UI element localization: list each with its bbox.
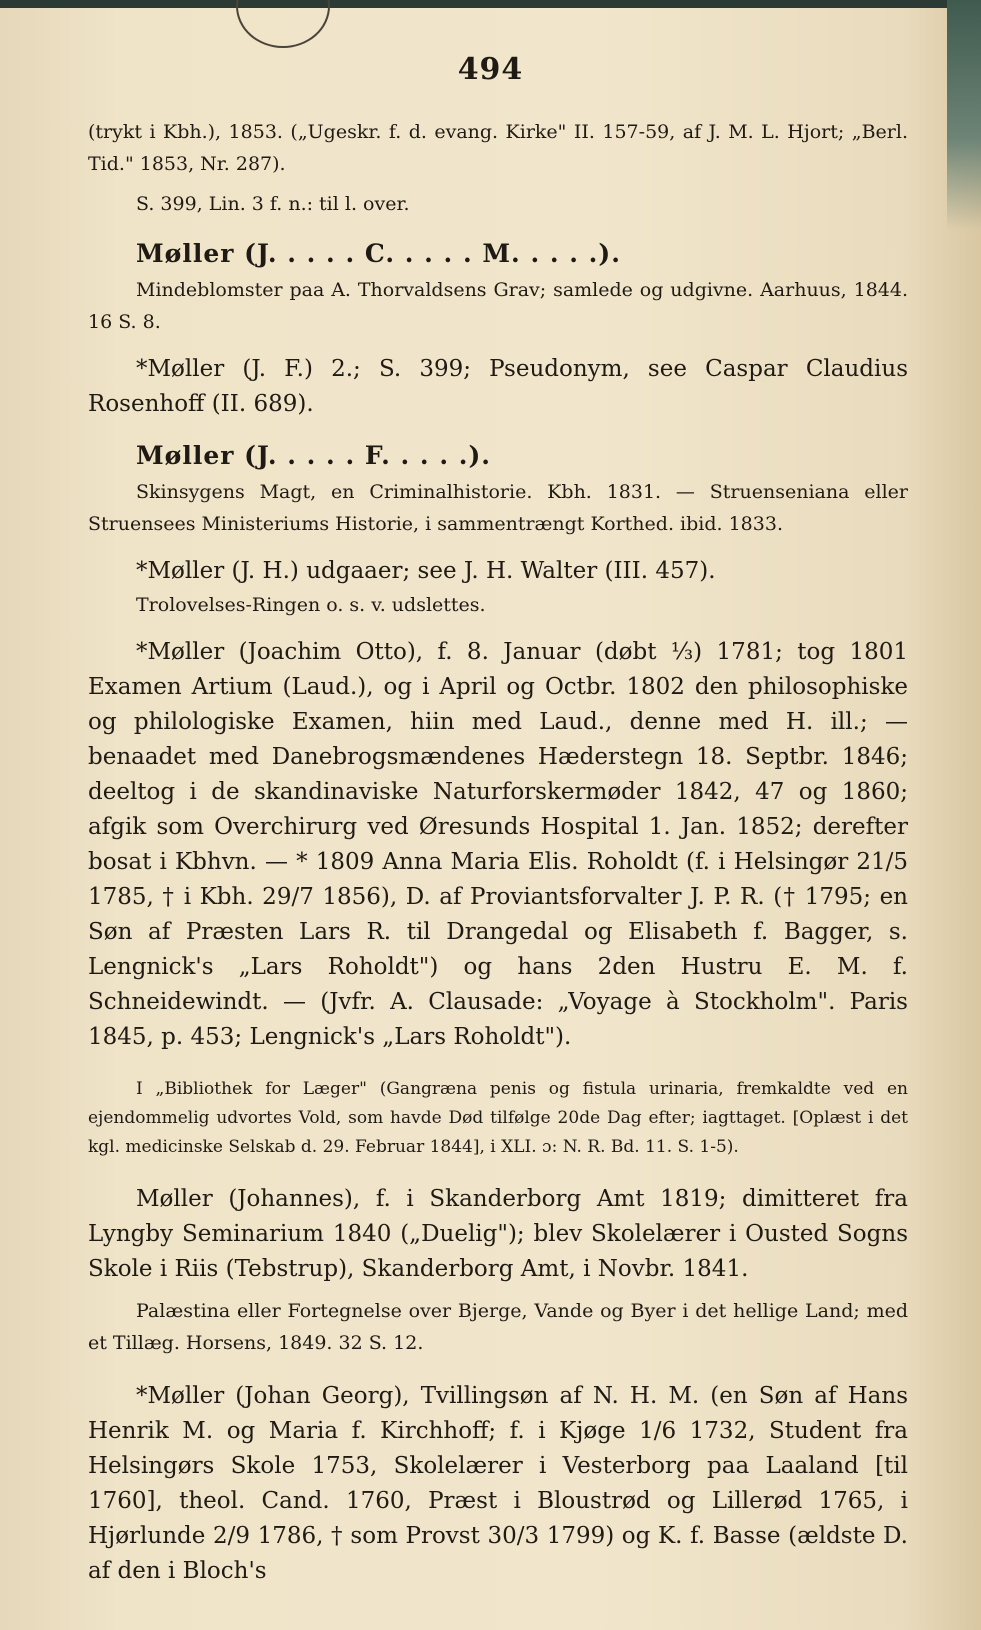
entry-heading-moller-jcm: Møller (J. . . . . C. . . . . M. . . . .). [136,239,621,268]
entry-moller-jh: *Møller (J. H.) udgaaer; see J. H. Walter (III. 457). [136,558,716,584]
entry-heading-moller-jf: Møller (J. . . . . F. . . . .). [136,441,491,470]
cover-corner [947,0,981,230]
entry-moller-jf-pseudonym: *Møller (J. F.) 2.; S. 399; Pseudonym, see Caspar Claudius Rosenhoff (II. 689). [88,356,908,417]
stamp-arc [236,0,330,48]
paragraph-correction: S. 399, Lin. 3 f. n.: til l. over. [136,193,410,215]
binding-edge [0,0,981,8]
entry-work-skinsygens-magt: Skinsygens Magt, en Criminalhistorie. Kbh. 1831. — Struenseniana eller Struensees Ministeriums Historie, i sammentrængt Korthed. ibid. 1833. [88,481,908,535]
entry-work-bibliothek: I „Bibliothek for Læger" (Gangræna penis og fistula urinaria, fremkaldte ved en ejendommelig udvortes Vold, som havde Død tilfølge 20de Dag efter; iagttaget. [Oplæst i det kgl. medicinske Selskab d. 29. Februar 1844], i XLI. ɔ: N. R. Bd. 11. S. 1-5). [88,1079,908,1157]
entry-moller-johan-georg: *Møller (Johan Georg), Tvillingsøn af N. H. M. (en Søn af Hans Henrik M. og Maria f. Kirchhoff; f. i Kjøge 1/6 1732, Student fra Helsingørs Skole 1753, Skolelærer i Vesterborg paa Laaland [til 1760], theol. Cand. 1760, Præst i Bloustrød og Lillerød 1765, i Hjørlunde 2/9 1786, † som Provst 30/3 1799) og K. f. Basse (ældste D. af den i Bloch's [88,1383,908,1584]
entry-moller-johannes: Møller (Johannes), f. i Skanderborg Amt 1819; dimitteret fra Lyngby Seminarium 1840 („Duelig"); blev Skolelærer i Ousted Sogns Skole i Riis (Tebstrup), Skanderborg Amt, i Novbr. 1841. [88,1186,908,1282]
text-column [88,116,908,1589]
entry-note-trolovelses: Trolovelses-Ringen o. s. v. udslettes. [136,594,486,616]
entry-moller-joachim-otto: *Møller (Joachim Otto), f. 8. Januar (døbt ⅓) 1781; tog 1801 Examen Artium (Laud.), og i April og Octbr. 1802 den philosophiske og philologiske Examen, hiin med Laud., denne med H. ill.; — benaadet med Danebrogsmændenes Hæderstegn 18. Septbr. 1846; deeltog i de skandinaviske Naturforskermøder 1842, 47 og 1860; afgik som Overchirurg ved Øresunds Hospital 1. Jan. 1852; derefter bosat i Kbhvn. — * 1809 Anna Maria Elis. Roholdt (f. i Helsingør 21/5 1785, † i Kbh. 29/7 1856), D. af Proviantsforvalter J. P. R. († 1795; en Søn af Præsten Lars R. til Drangedal og Elisabeth f. Bagger, s. Lengnick's „Lars Roholdt") og hans 2den Hustru E. M. f. Schneidewindt. — (Jvfr. A. Clausade: „Voyage à Stockholm". Paris 1845, p. 453; Lengnick's „Lars Roholdt"). [88,639,908,1050]
entry-work-mindeblomster: Mindeblomster paa A. Thorvaldsens Grav; samlede og udgivne. Aarhuus, 1844. 16 S. 8. [88,279,908,333]
page-number: 494 [457,52,524,87]
entry-work-palaestina: Palæstina eller Fortegnelse over Bjerge, Vande og Byer i det hellige Land; med et Tillæg. Horsens, 1849. 32 S. 12. [88,1300,908,1354]
paragraph-continuation: (trykt i Kbh.), 1853. („Ugeskr. f. d. evang. Kirke" II. 157-59, af J. M. L. Hjort; „Berl. Tid." 1853, Nr. 287). [88,121,908,175]
